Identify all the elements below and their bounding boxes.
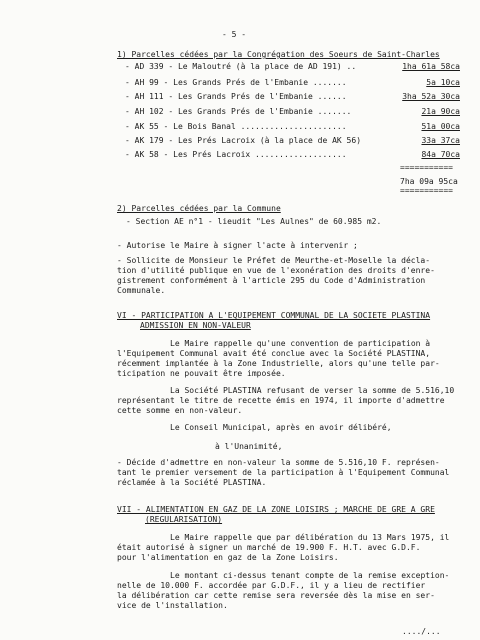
decision-line: - Autorise le Maire à signer l'acte à intervenir ;	[117, 241, 358, 250]
total-rule-top: ===========	[400, 163, 453, 172]
section2-title: 2) Parcelles cédées par la Commune	[117, 204, 281, 213]
paragraph-line: nelle de 10.000 F. accordée par G.D.F., il y a lieu de rectifier	[117, 581, 426, 590]
continuation-mark: ..../...	[402, 627, 441, 636]
section2-line: - Section AE n°1 - lieudit "Les Aulnes" de 60.985 m2.	[126, 217, 382, 226]
parcel-row	[125, 107, 460, 117]
total-area: 7ha 09a 95ca	[400, 177, 458, 186]
paragraph-line: vice de l'installation.	[117, 601, 228, 610]
page-number: - 5 -	[222, 30, 247, 39]
paragraph-line: Le Maire rappelle que par délibération du 13 Mars 1975, il	[170, 533, 450, 542]
parcel-label: - AK 55 - Le Bois Banal ......................	[125, 122, 347, 131]
paragraph-line: ticipation ne pouvait être imposée.	[117, 369, 286, 378]
paragraph-line: Le Maire rappelle qu'une convention de participation à	[170, 339, 431, 348]
section-vi-subheading: ADMISSION EN NON-VALEUR	[140, 321, 251, 330]
paragraph-line: La Société PLASTINA refusant de verser la somme de 5.516,10	[170, 386, 455, 395]
parcel-area: 51a 00ca	[421, 122, 460, 131]
paragraph-line: cette somme en non-valeur.	[117, 406, 243, 415]
parcel-area: 3ha 52a 30ca	[402, 92, 460, 101]
section-vii-subheading: (REGULARISATION)	[145, 515, 223, 524]
paragraph-line: représentant le titre de recette émis en 1974, il importe d'admettre	[117, 396, 445, 405]
parcel-row	[125, 78, 460, 88]
paragraph-line: - Décide d'admettre en non-valeur la somme de 5.516,10 F. représen-	[117, 458, 440, 467]
paragraph-line: réclamée à la Société PLASTINA.	[117, 478, 267, 487]
parcel-label: - AH 99 - Les Grands Prés de l'Embanie .......	[125, 78, 347, 87]
parcel-label: - AK 58 - Les Prés Lacroix ...................	[125, 150, 347, 159]
parcel-row	[125, 122, 460, 132]
total-rule-bottom: ===========	[400, 186, 453, 195]
parcel-row	[125, 62, 460, 72]
parcel-label: - AD 339 - Le Maloutré (à la place de AD 191) ..	[125, 62, 357, 71]
paragraph-line: était autorisé à signer un marché de 19.900 F. H.T. avec G.D.F.	[117, 543, 421, 552]
parcel-area: 21a 90ca	[421, 107, 460, 116]
paragraph-line: tant le premier versement de la participation à l'Equipement Communal	[117, 468, 450, 477]
decision-line: tion d'utilité publique en vue de l'exonération des droits d'enre-	[117, 266, 435, 275]
decision-line: gistrement conformément à l'article 295 du Code d'Administration	[117, 276, 426, 285]
parcel-row	[125, 136, 460, 146]
parcel-area: 5a 10ca	[426, 78, 460, 87]
paragraph-line: à l'Unanimité,	[215, 442, 283, 451]
parcel-area: 33a 37ca	[421, 136, 460, 145]
section-vii-heading: VII - ALIMENTATION EN GAZ DE LA ZONE LOISIRS ; MARCHE DE GRE A GRE	[117, 505, 435, 514]
decision-line: Communale.	[117, 286, 166, 295]
parcel-row	[125, 150, 460, 160]
paragraph-line: Le montant ci-dessus tenant compte de la remise exception-	[170, 571, 450, 580]
decision-line: - Sollicite de Monsieur le Préfet de Meurthe-et-Moselle la décla-	[117, 256, 431, 265]
parcel-label: - AH 111 - Les Grands Prés de l'Embanie ......	[125, 92, 347, 101]
paragraph-line: Le Conseil Municipal, après en avoir délibéré,	[170, 423, 392, 432]
parcel-area: 84a 70ca	[421, 150, 460, 159]
parcel-label: - AH 102 - Les Grands Prés de l'Embanie .......	[125, 107, 352, 116]
paragraph-line: récemment implantée à la Zone Industrielle, alors qu'une telle par-	[117, 359, 440, 368]
paragraph-line: pour l'alimentation en gaz de la Zone Loisirs.	[117, 553, 339, 562]
parcel-label: - AK 179 - Les Prés Lacroix (à la place de AK 56)	[125, 136, 362, 145]
section1-title: 1) Parcelles cédées par la Congrégation des Soeurs de Saint-Charles	[117, 50, 440, 59]
parcel-area: 1ha 61a 58ca	[402, 62, 460, 71]
section-vi-heading: VI - PARTICIPATION A L'EQUIPEMENT COMMUNAL DE LA SOCIETE PLASTINA	[117, 311, 431, 320]
paragraph-line: l'Equipement Communal avait été conclue avec la Société PLASTINA,	[117, 349, 431, 358]
parcel-row	[125, 92, 460, 102]
paragraph-line: la délibération car cette remise sera reversée dès la mise en ser-	[117, 591, 435, 600]
